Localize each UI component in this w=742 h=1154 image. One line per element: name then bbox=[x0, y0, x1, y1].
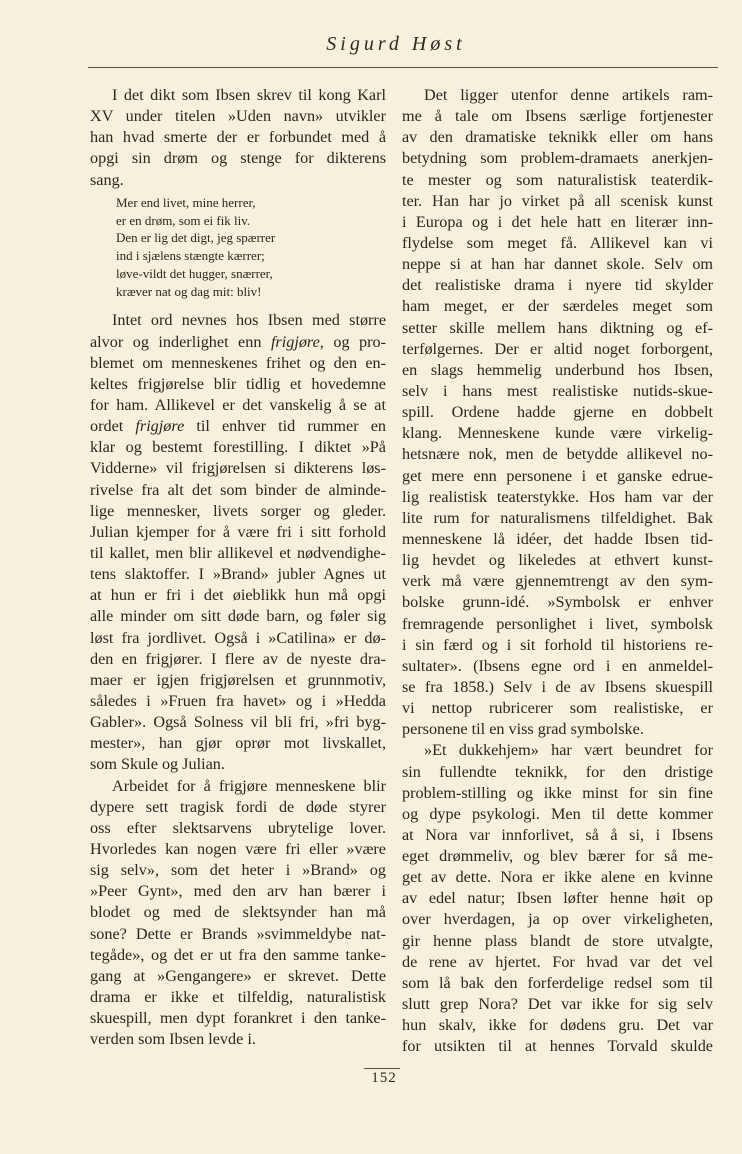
text-line: flydelse som meget få. Allikevel kan vi bbox=[402, 233, 713, 252]
paragraph bbox=[90, 310, 386, 775]
text-line: for ham. Allikevel er det vanskelig å se at bbox=[90, 396, 386, 415]
text-line: problem-stilling og ikke minst for sin fine bbox=[402, 783, 713, 802]
text-segment: og pro- bbox=[323, 332, 387, 351]
text-line: Vidderne» vil frigjørelsen si dikterens løs- bbox=[90, 459, 386, 478]
text-line: den en frigjører. I flere av de nyeste dra- bbox=[90, 649, 386, 668]
emphasized-word: frigjøre, bbox=[270, 332, 324, 351]
emphasized-word: frigjøre bbox=[135, 417, 185, 436]
text-line: bolske grunn-idé. »Symbolsk er enhver bbox=[402, 593, 713, 612]
text-line: klang. Menneskene kunde være virkelig- bbox=[402, 424, 713, 443]
text-line: til kallet, men blir allikevel et nødvendighe- bbox=[90, 544, 386, 563]
text-line: fremragende personlighet i livet, symbolsk bbox=[402, 614, 713, 633]
text-line: sig selv», som det heter i »Brand» og bbox=[90, 861, 386, 880]
text-line: blodet og med de slektsynder han må bbox=[90, 903, 386, 922]
text-line: get mere enn personene i et ganske edrue- bbox=[402, 466, 713, 485]
text-line: se fra 1858.) Selv i de av Ibsens skuespill bbox=[402, 677, 713, 696]
text-line: »Peer Gynt», med den arv han bærer i bbox=[90, 882, 386, 901]
text-line: mester», han gjør oprør mot livskallet, bbox=[90, 734, 386, 753]
header-rule bbox=[88, 67, 718, 68]
text-line: således i »Fruen fra havet» og i »Hedda bbox=[90, 692, 386, 711]
text-line: setter skille mellem hans diktning og ef- bbox=[402, 318, 713, 337]
text-line: get av dette. Nora er ikke alene en kvinne bbox=[402, 868, 713, 887]
text-line: over hverdagen, ja op over virkeligheten, bbox=[402, 910, 713, 929]
text-line: gang at »Gengangere» er skrevet. Dette bbox=[90, 966, 386, 985]
text-line: dypere sett tragisk fordi de døde styrer bbox=[90, 797, 386, 816]
text-line: rivelse fra alt det som binder de alminde- bbox=[90, 480, 386, 499]
text-line: oss efter slektsarvens ubrytelige lover. bbox=[90, 818, 386, 837]
text-line: sin fullendte teknikk, for den dristige bbox=[402, 762, 713, 781]
text-line: i sin færd og i sit forhold til historiens re- bbox=[402, 635, 713, 654]
text-line: Arbeidet for å frigjøre menneskene blir bbox=[112, 776, 386, 795]
text-line: terfølgernes. Der er altid noget forborgent, bbox=[402, 339, 713, 358]
text-line: at Nora var innforlivet, så å si, i Ibsens bbox=[402, 825, 713, 844]
text-line: slutt grep Nora? Det var ikke for sig selv bbox=[402, 995, 713, 1014]
poem-line: løve-vildt det hugger, snærrer, bbox=[116, 265, 273, 281]
text-line: han hvad smerte der er forbundet med å bbox=[90, 128, 386, 147]
text-line: av den dramatiske teknikk eller om hans bbox=[402, 128, 713, 147]
text-line: i Europa og i det hele hatt en literær inn- bbox=[402, 212, 713, 231]
poem-line: Den er lig det digt, jeg spærrer bbox=[116, 230, 276, 246]
text-line: lite rum for naturalismens tilfeldighet. Bak bbox=[402, 508, 713, 527]
text-line: blemet om menneskenes frihet og den en- bbox=[90, 353, 386, 372]
text-line: løst fra jordlivet. Også i »Catilina» er dø- bbox=[90, 628, 386, 647]
text-line: vi nettop rubricerer som realistiske, er bbox=[402, 699, 713, 718]
paragraph bbox=[90, 85, 386, 191]
text-segment: til enhver tid rummer en bbox=[184, 417, 386, 436]
paragraph bbox=[90, 776, 386, 1051]
text-line: ter. Han har jo virket på all scenisk kunst bbox=[402, 191, 713, 210]
text-line: tegåde», og det er ut fra den samme tanke- bbox=[90, 945, 386, 964]
poem-line: ind i sjælens stængte kærrer; bbox=[116, 248, 265, 264]
text-line: av edel natur; Ibsen løfter henne høit op bbox=[402, 889, 713, 908]
text-line: neppe si at han har dannet skole. Selv om bbox=[402, 255, 713, 274]
text-line: drama er ikke et tilfeldig, naturalistisk bbox=[90, 987, 386, 1006]
text-line: og dype psykologi. Men til dette kommer bbox=[402, 804, 713, 823]
text-line: I det dikt som Ibsen skrev til kong Karl bbox=[112, 86, 386, 104]
text-line: Julian kjemper for å være fri i sitt forhold bbox=[90, 522, 386, 541]
text-line: lig realistisk teaterstykke. Hos ham var der bbox=[402, 487, 713, 506]
left-column bbox=[90, 85, 386, 1050]
poem-quote bbox=[116, 194, 386, 301]
text-line: te mester og som naturalistisk teaterdik- bbox=[402, 170, 713, 189]
text-line: eget drømmeliv, og blev bærer for så me- bbox=[402, 847, 713, 866]
text-line bbox=[90, 416, 386, 437]
text-line: selv i hans mest realistiske nutids-skue- bbox=[402, 381, 713, 400]
text-line: gir henne plass blandt de store utvalgte, bbox=[402, 931, 713, 950]
text-line: hun skalv, ikke for dødens gru. Det var bbox=[402, 1016, 713, 1035]
text-line: ham meget, er der særdeles meget som bbox=[402, 297, 713, 316]
text-line: det realistiske drama i nyere tid skylder bbox=[402, 276, 713, 295]
text-segment: alvor og inderlighet enn bbox=[90, 332, 271, 351]
text-line: opgi sin drøm og stenge for dikterens bbox=[90, 149, 386, 168]
text-line: Intet ord nevnes hos Ibsen med større bbox=[112, 311, 386, 330]
text-line: som lå bak den forferdelige redsel som til bbox=[402, 973, 713, 992]
page-number: 152 bbox=[371, 1070, 397, 1086]
text-line: Gabler». Også Solness vil bli fri, »fri byg- bbox=[90, 713, 386, 732]
text-line: for utsikten til at hennes Torvald skulde bbox=[402, 1037, 713, 1056]
text-line: lige mennesker, livets sorger og gleder. bbox=[90, 501, 386, 520]
right-column bbox=[402, 85, 713, 1057]
text-line: verden som Ibsen levde i. bbox=[90, 1030, 256, 1049]
text-line: personene til en viss grad symbolske. bbox=[402, 720, 644, 739]
text-line: alle minder om sitt døde barn, og føler sig bbox=[90, 607, 386, 626]
text-line: sultater». (Ibsens egne ord i en anmeldel- bbox=[402, 656, 713, 675]
paragraph bbox=[402, 85, 713, 740]
text-line: sang. bbox=[90, 170, 124, 189]
text-line: XV under titelen »Uden navn» utvikler bbox=[90, 107, 386, 126]
text-line: betydning som problem-dramaets anerkjen- bbox=[402, 149, 713, 168]
text-line: »Et dukkehjem» har vært beundret for bbox=[424, 741, 713, 760]
text-line: maer er igjen frigjørelsen et grunnmotiv, bbox=[90, 670, 386, 689]
text-line: menneskene lå idéer, det hadde Ibsen tid- bbox=[402, 529, 713, 548]
text-line: Det ligger utenfor denne artikels ram- bbox=[424, 86, 713, 104]
page-number-rule bbox=[364, 1068, 400, 1069]
running-header-author: Sigurd Høst bbox=[326, 33, 466, 55]
text-line: spill. Ordene hadde gjerne en dobbelt bbox=[402, 403, 713, 422]
text-line: klar og bestemt forestilling. I diktet »På bbox=[90, 438, 386, 457]
poem-line: kræver nat og dag mit: bliv! bbox=[116, 283, 262, 299]
text-line: lig hevdet og likeledes at ethvert kunst- bbox=[402, 551, 713, 570]
text-line: som Skule og Julian. bbox=[90, 755, 225, 774]
text-line: de rene av hjertet. For hvad var det vel bbox=[402, 952, 713, 971]
text-line bbox=[90, 332, 386, 353]
text-line: at hun er fri i det øieblikk hun må opgi bbox=[90, 586, 386, 605]
text-line: sone? Dette er Brands »svimmeldybe nat- bbox=[90, 924, 386, 943]
paragraph bbox=[402, 740, 713, 1057]
text-line: verk må være gjennemtrengt av den sym- bbox=[402, 572, 713, 591]
text-line: tens slaktoffer. I »Brand» jubler Agnes ut bbox=[90, 565, 386, 584]
text-line: Hvorledes kan nogen være fri eller »være bbox=[90, 840, 386, 858]
poem-line: er en drøm, som ei fik liv. bbox=[116, 212, 251, 228]
text-line: keltes frigjørelse blir tidlig et hovedemne bbox=[90, 374, 386, 393]
text-segment: ordet bbox=[90, 417, 136, 436]
poem-line: Mer end livet, mine herrer, bbox=[116, 194, 256, 210]
text-line: hetsnære nok, men de betydde allikevel no- bbox=[402, 445, 713, 464]
text-line: en slags hemmelig underbund hos Ibsen, bbox=[402, 360, 713, 379]
text-line: me å tale om Ibsens særlige fortjenester bbox=[402, 107, 713, 126]
text-line: skuespill, men dypt forankret i den tanke- bbox=[90, 1009, 386, 1028]
